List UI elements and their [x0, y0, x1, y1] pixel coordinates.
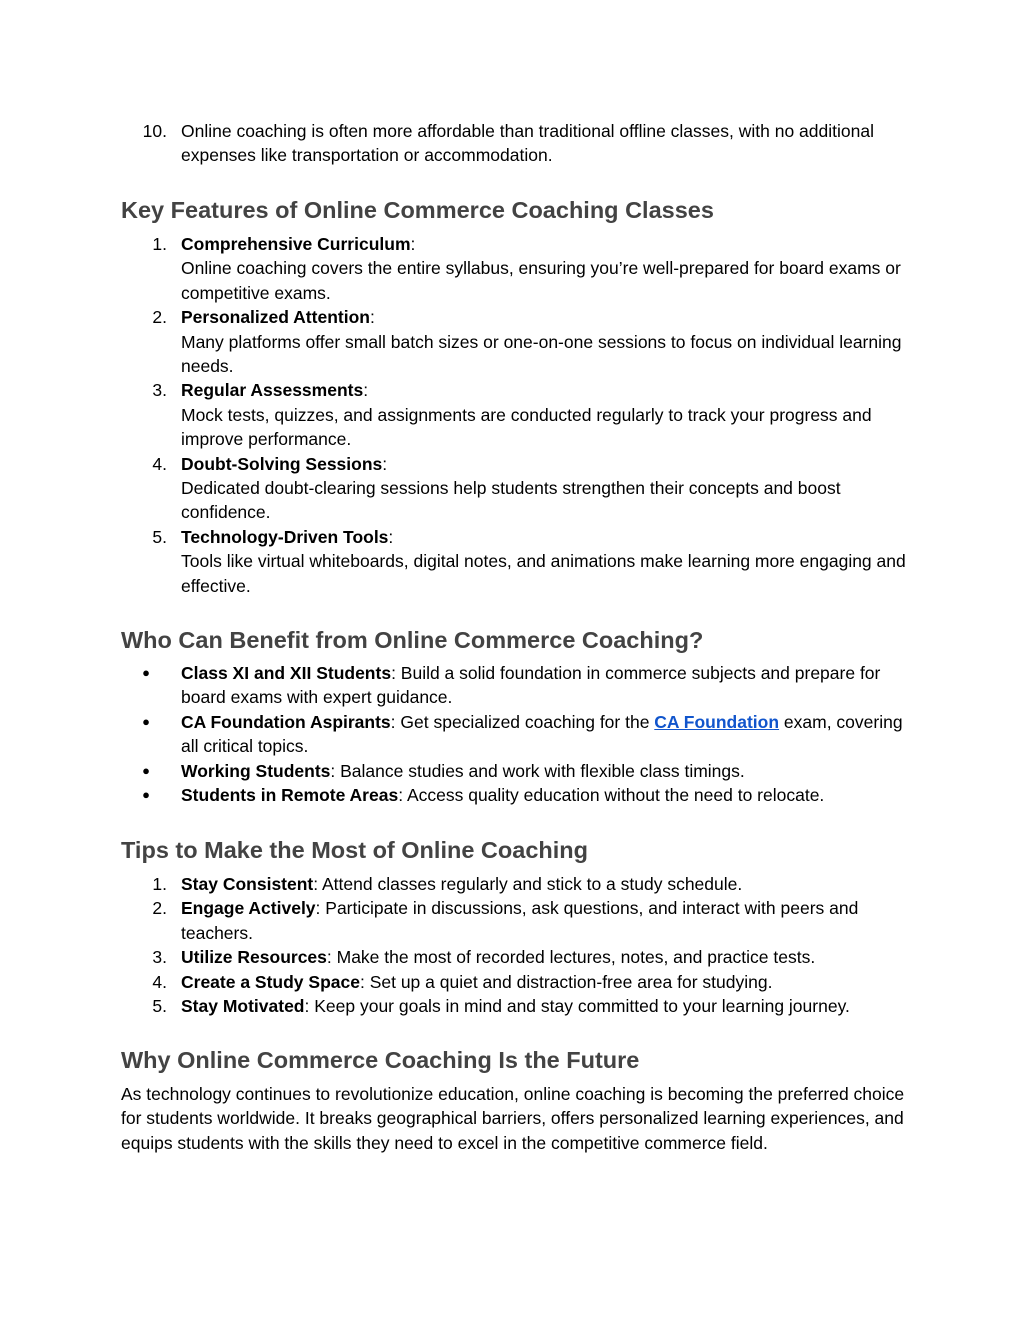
who-benefits-section: [121, 625, 911, 655]
audience-text: exam, covering all critical topics.: [181, 711, 903, 757]
list-number: 5.: [152, 526, 167, 547]
audience-text: : Build a solid foundation in commerce subjects and prepare for board exams with expert guidance.: [181, 663, 881, 708]
list-number: 1.: [152, 234, 167, 254]
feature-description: Mock tests, quizzes, and assignments are conducted regularly to track your progress and improve performance.: [181, 404, 872, 450]
list-number: 5.: [152, 996, 167, 1017]
audience-text: : Access quality education without the need to relocate.: [398, 785, 825, 806]
tips-section: [121, 835, 911, 865]
list-item-text: Online coaching is often more affordable than traditional offline classes, with no additional expenses like transportation or accommodation.: [181, 121, 874, 166]
intro-list: [121, 119, 911, 168]
ca-foundation-link[interactable]: CA Foundation: [654, 711, 780, 732]
list-item: [121, 232, 911, 305]
list-number: 4.: [152, 971, 167, 992]
list-number: 4.: [152, 453, 167, 474]
bullet-icon: ●: [142, 762, 150, 778]
feature-colon: :: [388, 526, 394, 547]
list-item: [121, 710, 911, 759]
who-benefits-list: [121, 661, 911, 807]
feature-title: Comprehensive Curriculum: [181, 234, 411, 254]
bullet-icon: ●: [142, 787, 150, 803]
feature-colon: :: [363, 380, 369, 401]
future-body: [121, 1082, 911, 1155]
list-item: [121, 872, 911, 896]
key-features-list: [121, 232, 911, 598]
list-item: [121, 452, 911, 525]
list-item: [121, 378, 911, 451]
feature-title: Personalized Attention: [181, 307, 370, 328]
audience-text: : Get specialized coaching for the: [390, 711, 655, 732]
tip-text: : Set up a quiet and distraction-free area for studying.: [359, 971, 773, 992]
list-item: [121, 994, 911, 1018]
tip-text: : Make the most of recorded lectures, notes, and practice tests.: [326, 947, 816, 968]
list-number: 1.: [152, 874, 167, 894]
feature-title: Regular Assessments: [181, 380, 364, 401]
list-item: [121, 945, 911, 969]
list-number: 10.: [142, 121, 167, 141]
tip-text: : Attend classes regularly and stick to a study schedule.: [313, 874, 743, 894]
feature-title: Technology-Driven Tools: [181, 526, 389, 547]
list-number: 2.: [152, 307, 167, 328]
list-item: [121, 661, 911, 710]
list-number: 2.: [152, 898, 167, 919]
feature-colon: :: [369, 307, 375, 328]
feature-description: Many platforms offer small batch sizes or one-on-one sessions to focus on individual learning needs.: [181, 331, 902, 377]
tip-title: Stay Consistent: [181, 874, 314, 894]
key-features-section: [121, 195, 911, 225]
audience-title: Class XI and XII Students: [181, 663, 392, 683]
feature-description: Online coaching covers the entire syllabus, ensuring you’re well-prepared for board exams or competitive exams.: [181, 258, 901, 303]
list-number: 3.: [152, 380, 167, 401]
bullet-icon: ●: [142, 665, 150, 680]
bullet-icon: ●: [142, 713, 150, 729]
list-item: [121, 305, 911, 378]
future-paragraph: As technology continues to revolutionize education, online coaching is becoming the preferred choice for students worldwide. It breaks geographical barriers, offers personalized learning experiences, and equips students with the skills they need to excel in the competitive commerce field.: [121, 1084, 905, 1153]
list-item: [121, 896, 911, 945]
section-heading: Why Online Commerce Coaching Is the Future: [121, 1047, 640, 1073]
tip-title: Engage Actively: [181, 898, 316, 919]
list-item: [121, 759, 911, 783]
feature-description: Dedicated doubt-clearing sessions help students strengthen their concepts and boost confidence.: [181, 478, 841, 523]
tip-title: Create a Study Space: [181, 971, 360, 992]
list-item: [121, 119, 911, 168]
audience-title: CA Foundation Aspirants: [181, 711, 391, 732]
feature-colon: :: [410, 234, 416, 254]
section-heading: Tips to Make the Most of Online Coaching: [121, 837, 588, 863]
audience-title: Working Students: [181, 760, 331, 781]
feature-title: Doubt-Solving Sessions: [181, 453, 383, 474]
list-number: 3.: [152, 947, 167, 968]
section-heading: Who Can Benefit from Online Commerce Coaching?: [121, 627, 704, 653]
tip-title: Stay Motivated: [181, 996, 305, 1017]
audience-title: Students in Remote Areas: [181, 785, 399, 806]
tip-text: : Keep your goals in mind and stay committed to your learning journey.: [304, 996, 850, 1017]
tips-list: [121, 872, 911, 1018]
list-item: [121, 525, 911, 598]
list-item: [121, 970, 911, 994]
section-heading: Key Features of Online Commerce Coaching Classes: [121, 197, 714, 223]
list-item: [121, 783, 911, 807]
future-section: [121, 1045, 911, 1075]
tip-text: : Participate in discussions, ask questions, and interact with peers and teachers.: [181, 898, 859, 943]
feature-colon: :: [382, 453, 388, 474]
tip-title: Utilize Resources: [181, 947, 327, 968]
audience-text: : Balance studies and work with flexible class timings.: [330, 760, 745, 781]
feature-description: Tools like virtual whiteboards, digital notes, and animations make learning more engaging and effective.: [181, 551, 906, 596]
